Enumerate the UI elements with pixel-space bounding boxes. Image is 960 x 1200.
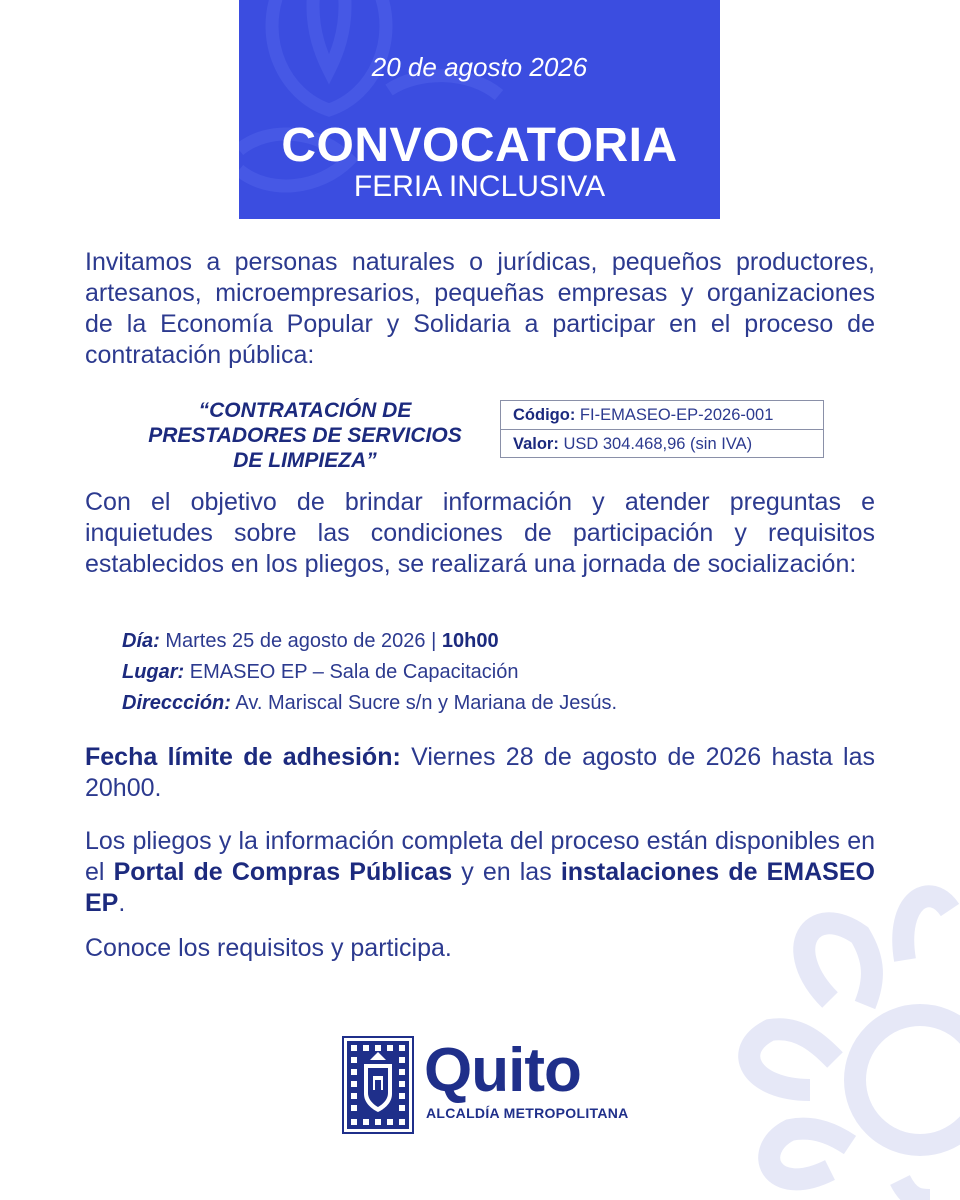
page-subtitle: FERIA INCLUSIVA	[353, 170, 606, 203]
contract-title	[120, 398, 490, 473]
header-banner	[239, 0, 720, 219]
closing-text: Conoce los requisitos y participa.	[85, 934, 452, 962]
contract-title-line: DE LIMPIEZA”	[233, 449, 377, 472]
value-label: Valor:	[513, 435, 559, 453]
sun-decoration-icon	[660, 880, 960, 1200]
contract-value-row	[501, 429, 823, 458]
facilities-text: instalaciones de EMASEO EP	[85, 858, 875, 917]
value-amount: USD 304.468,96 (sin IVA)	[563, 435, 753, 453]
code-label: Código:	[513, 406, 576, 424]
availability-text: y en las	[461, 858, 552, 886]
event-details	[122, 626, 617, 719]
publication-date: 20 de agosto 2026	[371, 52, 588, 82]
place-label: Lugar:	[122, 661, 185, 683]
quito-coat-of-arms-icon	[342, 1036, 414, 1134]
availability-text: Los pliegos y la información completa del proceso están disponibles en el	[85, 827, 875, 886]
event-place-row	[122, 657, 617, 688]
contract-title-line: PRESTADORES DE SERVICIOS	[148, 424, 462, 447]
event-address-row	[122, 688, 617, 719]
contract-code-row	[501, 401, 823, 429]
contract-info-box	[500, 400, 824, 458]
event-day-row	[122, 626, 617, 657]
contract-title-line: “CONTRATACIÓN DE	[198, 399, 412, 422]
deadline-value: Viernes 28 de agosto de 2026 hasta las 20h00.	[85, 743, 875, 802]
day-label: Día:	[122, 630, 160, 652]
address-value: Av. Mariscal Sucre s/n y Mariana de Jesús.	[235, 692, 618, 714]
day-value: Martes 25 de agosto de 2026 |	[165, 630, 437, 652]
place-value: EMASEO EP – Sala de Capacitación	[189, 661, 519, 683]
address-label: Direccción:	[122, 692, 231, 714]
deadline-label: Fecha límite de adhesión:	[85, 743, 401, 771]
objective-paragraph: Con el objetivo de brindar información y atender preguntas e inquietudes sobre las condiciones de participación y requisitos establecidos en los pliegos, se realizará una jornada de socialización:	[85, 488, 875, 578]
availability-text: .	[118, 889, 126, 917]
deadline-paragraph	[85, 742, 875, 804]
page-title: CONVOCATORIA	[281, 119, 678, 172]
code-value: FI-EMASEO-EP-2026-001	[579, 406, 774, 424]
logo-wordmark: Quito	[424, 1036, 581, 1105]
logo-subtitle: ALCALDÍA METROPOLITANA	[426, 1105, 629, 1121]
intro-paragraph: Invitamos a personas naturales o jurídicas, pequeños productores, artesanos, microempresarios, pequeñas empresas y organizaciones de la Economía Popular y Solidaria a participar en el proceso de contratación pública:	[85, 248, 875, 369]
day-time: 10h00	[441, 630, 499, 652]
portal-link: Portal de Compras Públicas	[113, 858, 453, 886]
